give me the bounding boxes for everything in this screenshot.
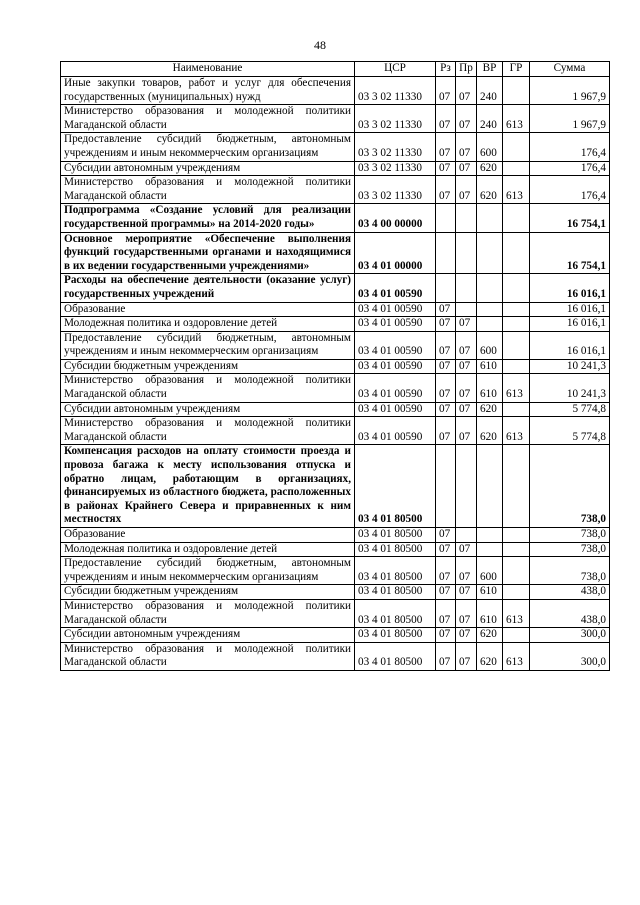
cell-rz: 07 [436,642,456,670]
cell-name: Субсидии бюджетным учреждениям [61,359,355,374]
cell-sum: 438,0 [530,599,610,627]
cell-vr: 610 [477,374,503,402]
cell-name: Образование [61,302,355,317]
cell-vr: 610 [477,359,503,374]
cell-pr: 07 [456,161,477,176]
cell-pr: 07 [456,374,477,402]
table-row [61,161,610,176]
cell-rz: 07 [436,331,456,359]
cell-pr: 07 [456,77,477,105]
table-row [61,542,610,557]
cell-csr: 03 4 01 80500 [355,642,436,670]
cell-rz: 07 [436,359,456,374]
cell-name: Субсидии автономным учреждениям [61,402,355,417]
cell-name: Министерство образования и молодежной политики Магаданской области [61,599,355,627]
cell-rz: 07 [436,402,456,417]
cell-vr [477,302,503,317]
cell-sum: 16 754,1 [530,204,610,232]
cell-csr: 03 4 01 00590 [355,317,436,332]
col-header-csr: ЦСР [355,62,436,77]
cell-name: Основное мероприятие «Обеспечение выполнения функций государственными органами и находящимися в их ведении государственными учреждениями» [61,232,355,274]
cell-csr: 03 4 01 00590 [355,359,436,374]
cell-sum: 16 016,1 [530,331,610,359]
cell-sum: 738,0 [530,445,610,528]
cell-sum: 1 967,9 [530,77,610,105]
cell-vr [477,528,503,543]
cell-gr [503,232,530,274]
cell-gr [503,77,530,105]
cell-csr: 03 4 01 00590 [355,274,436,302]
cell-pr: 07 [456,542,477,557]
cell-rz: 07 [436,317,456,332]
cell-gr: 613 [503,642,530,670]
cell-csr: 03 4 01 00590 [355,331,436,359]
cell-csr: 03 4 01 80500 [355,542,436,557]
table-row [61,105,610,133]
cell-csr: 03 4 01 80500 [355,528,436,543]
cell-csr: 03 4 01 00590 [355,417,436,445]
col-header-vr: ВР [477,62,503,77]
cell-csr: 03 3 02 11330 [355,105,436,133]
cell-sum: 16 016,1 [530,302,610,317]
cell-name: Министерство образования и молодежной политики Магаданской области [61,105,355,133]
cell-name: Министерство образования и молодежной политики Магаданской области [61,176,355,204]
cell-gr: 613 [503,105,530,133]
cell-sum: 300,0 [530,628,610,643]
cell-pr [456,232,477,274]
cell-rz: 07 [436,176,456,204]
cell-pr: 07 [456,133,477,161]
table-row [61,557,610,585]
cell-gr: 613 [503,374,530,402]
table-row [61,528,610,543]
table-row [61,585,610,600]
col-header-rz: Рз [436,62,456,77]
cell-vr: 610 [477,585,503,600]
cell-pr: 07 [456,557,477,585]
cell-csr: 03 3 02 11330 [355,133,436,161]
cell-gr [503,204,530,232]
cell-sum: 16 754,1 [530,232,610,274]
cell-rz [436,232,456,274]
table-row [61,77,610,105]
cell-vr [477,445,503,528]
col-header-pr: Пр [456,62,477,77]
table-row [61,331,610,359]
table-row [61,302,610,317]
cell-rz: 07 [436,599,456,627]
cell-pr: 07 [456,585,477,600]
cell-sum: 738,0 [530,557,610,585]
cell-name: Предоставление субсидий бюджетным, автономным учреждениям и иным некоммерческим организациям [61,331,355,359]
cell-pr: 07 [456,628,477,643]
cell-rz: 07 [436,628,456,643]
cell-csr: 03 4 01 00590 [355,302,436,317]
cell-rz: 07 [436,374,456,402]
cell-sum: 300,0 [530,642,610,670]
cell-csr: 03 4 01 80500 [355,628,436,643]
cell-gr [503,445,530,528]
table-header-row [61,62,610,77]
cell-sum: 10 241,3 [530,374,610,402]
table-row [61,417,610,445]
cell-gr [503,628,530,643]
cell-gr [503,302,530,317]
cell-vr: 600 [477,331,503,359]
cell-vr: 600 [477,133,503,161]
cell-rz: 07 [436,161,456,176]
cell-gr [503,331,530,359]
cell-pr: 07 [456,176,477,204]
cell-sum: 176,4 [530,176,610,204]
cell-gr [503,557,530,585]
cell-rz [436,445,456,528]
cell-name: Молодежная политика и оздоровление детей [61,317,355,332]
cell-sum: 16 016,1 [530,317,610,332]
table-row [61,599,610,627]
cell-csr: 03 3 02 11330 [355,161,436,176]
table-row [61,176,610,204]
cell-rz: 07 [436,133,456,161]
col-header-sum: Сумма [530,62,610,77]
cell-pr: 07 [456,359,477,374]
cell-vr [477,542,503,557]
cell-name: Министерство образования и молодежной политики Магаданской области [61,374,355,402]
cell-sum: 1 967,9 [530,105,610,133]
cell-gr [503,542,530,557]
cell-vr: 240 [477,77,503,105]
cell-sum: 5 774,8 [530,417,610,445]
cell-pr: 07 [456,642,477,670]
cell-csr: 03 4 01 80500 [355,557,436,585]
cell-sum: 738,0 [530,542,610,557]
cell-vr: 620 [477,176,503,204]
cell-csr: 03 4 01 80500 [355,599,436,627]
cell-rz: 07 [436,77,456,105]
cell-sum: 5 774,8 [530,402,610,417]
cell-rz: 07 [436,528,456,543]
cell-pr: 07 [456,317,477,332]
cell-vr: 600 [477,557,503,585]
cell-vr: 240 [477,105,503,133]
cell-rz: 07 [436,557,456,585]
cell-gr: 613 [503,176,530,204]
table-row [61,133,610,161]
table-body [61,77,610,671]
cell-csr: 03 4 01 00590 [355,374,436,402]
cell-rz: 07 [436,105,456,133]
cell-rz [436,274,456,302]
page-number: 48 [314,38,326,52]
cell-name: Министерство образования и молодежной политики Магаданской области [61,642,355,670]
cell-gr: 613 [503,417,530,445]
table-row [61,232,610,274]
cell-name: Министерство образования и молодежной политики Магаданской области [61,417,355,445]
table-row [61,628,610,643]
table-row [61,445,610,528]
cell-name: Расходы на обеспечение деятельности (оказание услуг) государственных учреждений [61,274,355,302]
cell-pr [456,302,477,317]
cell-csr: 03 3 02 11330 [355,77,436,105]
cell-csr: 03 4 01 00000 [355,232,436,274]
cell-gr [503,274,530,302]
cell-name: Компенсация расходов на оплату стоимости проезда и провоза багажа к месту использования отпуска и обратно лицам, работающим в организациях, финансируемых из областного бюджета, расположенных в районах Крайнего Севера и приравненных к ним местностях [61,445,355,528]
cell-sum: 738,0 [530,528,610,543]
cell-gr [503,528,530,543]
cell-sum: 176,4 [530,161,610,176]
cell-pr [456,204,477,232]
cell-csr: 03 3 02 11330 [355,176,436,204]
cell-pr: 07 [456,402,477,417]
table-row [61,359,610,374]
cell-sum: 10 241,3 [530,359,610,374]
cell-rz: 07 [436,585,456,600]
cell-csr: 03 4 01 80500 [355,445,436,528]
table-row [61,642,610,670]
cell-pr: 07 [456,331,477,359]
cell-name: Субсидии автономным учреждениям [61,161,355,176]
cell-name: Предоставление субсидий бюджетным, автономным учреждениям и иным некоммерческим организациям [61,133,355,161]
cell-pr: 07 [456,599,477,627]
cell-vr [477,204,503,232]
cell-name: Иные закупки товаров, работ и услуг для обеспечения государственных (муниципальных) нужд [61,77,355,105]
cell-vr: 610 [477,599,503,627]
cell-name: Молодежная политика и оздоровление детей [61,542,355,557]
cell-vr: 620 [477,417,503,445]
cell-name: Субсидии автономным учреждениям [61,628,355,643]
table-row [61,274,610,302]
cell-vr [477,274,503,302]
cell-name: Образование [61,528,355,543]
cell-vr: 620 [477,628,503,643]
cell-gr [503,359,530,374]
cell-gr [503,317,530,332]
cell-pr: 07 [456,105,477,133]
cell-vr: 620 [477,642,503,670]
cell-gr [503,133,530,161]
cell-gr [503,585,530,600]
table-row [61,317,610,332]
cell-vr [477,232,503,274]
cell-pr [456,528,477,543]
col-header-gr: ГР [503,62,530,77]
cell-csr: 03 4 01 00590 [355,402,436,417]
table-row [61,402,610,417]
cell-rz [436,204,456,232]
cell-name: Подпрограмма «Создание условий для реализации государственной программы» на 2014-2020 годы» [61,204,355,232]
cell-csr: 03 4 01 80500 [355,585,436,600]
cell-vr [477,317,503,332]
cell-vr: 620 [477,161,503,176]
cell-rz: 07 [436,542,456,557]
cell-name: Субсидии бюджетным учреждениям [61,585,355,600]
cell-gr [503,402,530,417]
cell-vr: 620 [477,402,503,417]
cell-rz: 07 [436,417,456,445]
cell-sum: 438,0 [530,585,610,600]
cell-gr: 613 [503,599,530,627]
cell-gr [503,161,530,176]
cell-name: Предоставление субсидий бюджетным, автономным учреждениям и иным некоммерческим организациям [61,557,355,585]
cell-pr [456,445,477,528]
cell-sum: 16 016,1 [530,274,610,302]
cell-csr: 03 4 00 00000 [355,204,436,232]
cell-pr: 07 [456,417,477,445]
table-row [61,374,610,402]
cell-rz: 07 [436,302,456,317]
col-header-name: Наименование [61,62,355,77]
budget-table [60,61,610,671]
cell-sum: 176,4 [530,133,610,161]
table-row [61,204,610,232]
cell-pr [456,274,477,302]
